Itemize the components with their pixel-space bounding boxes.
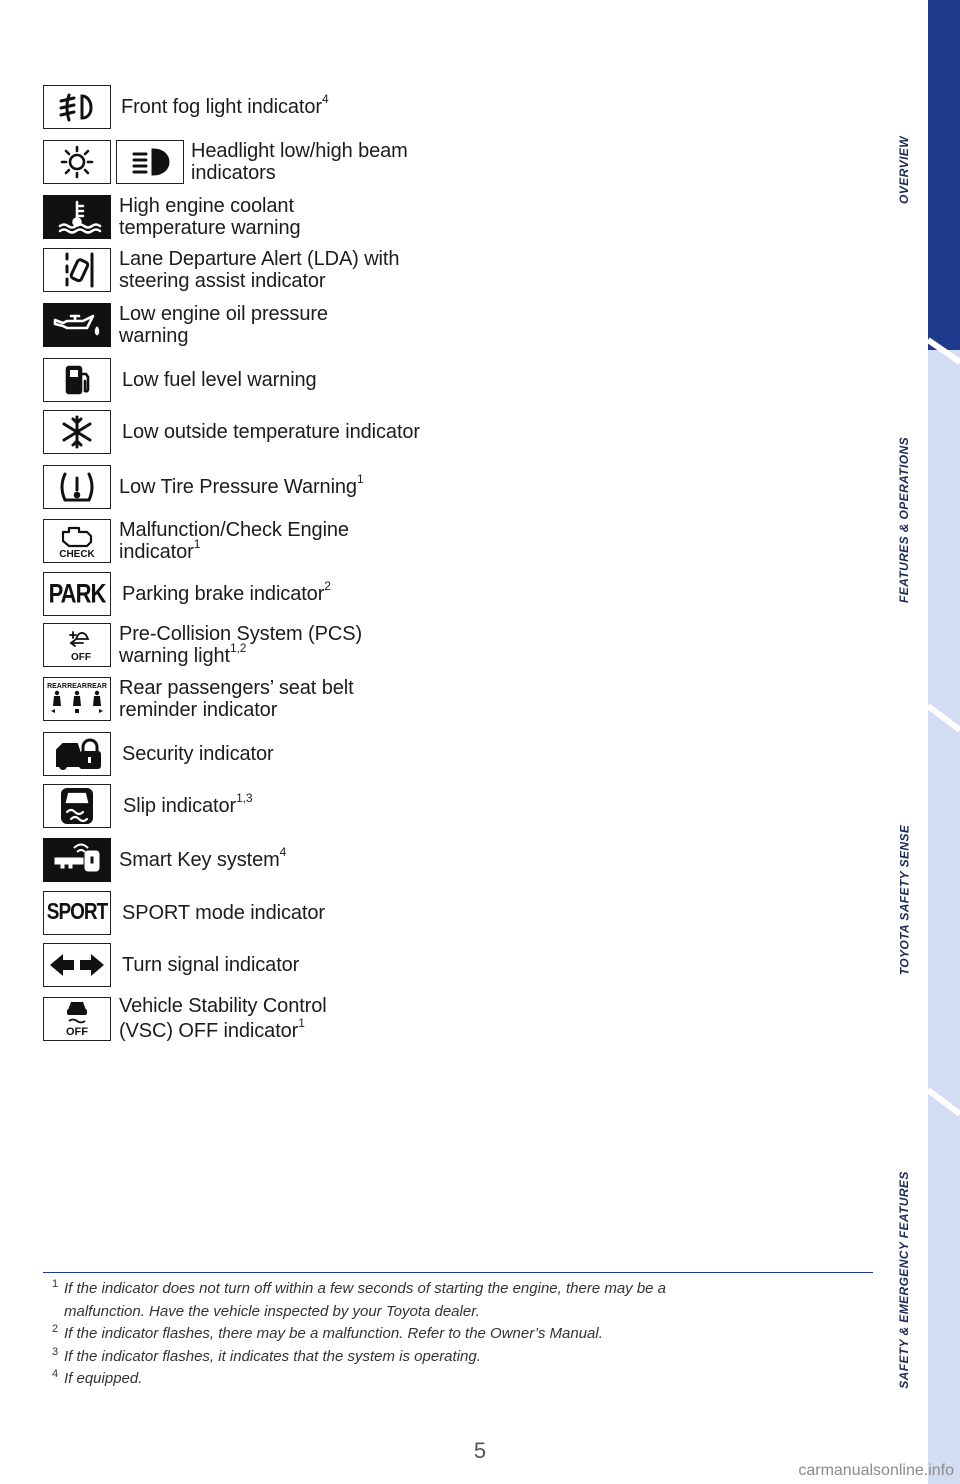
headlight-high-beam-icon <box>116 140 184 184</box>
page-number: 5 <box>473 1438 487 1463</box>
indicator-label: Smart Key system$^4$ <box>119 845 287 871</box>
footnotes <box>52 1278 852 1391</box>
sidebar-tab-features-operations[interactable]: FEATURES & OPERATIONS <box>897 437 911 603</box>
indicator-label: Security indicator <box>122 743 274 765</box>
footnote-rule <box>43 1272 873 1273</box>
pcs-off-icon <box>43 623 111 667</box>
snowflake-icon <box>43 410 111 454</box>
footnote: 3 If the indicator flashes, it indicates that the system is operating. <box>52 1345 481 1365</box>
indicator-label: Parking brake indicator$^2$ <box>122 579 331 605</box>
sidebar-dividers <box>928 0 960 1484</box>
rear-text: REAR <box>67 683 87 690</box>
vsc-off-icon <box>43 997 111 1041</box>
sidebar-tab-toyota-safety-sense[interactable]: TOYOTA SAFETY SENSE <box>897 824 911 976</box>
indicator-label: Low engine oil pressure warning <box>119 303 328 347</box>
indicator-label: Pre-Collision System (PCS) warning light$^{1,2}$ <box>119 623 363 667</box>
coolant-temperature-icon <box>43 195 111 239</box>
indicator-label: Slip indicator$^{1,3}$ <box>123 791 253 817</box>
indicator-label: Turn signal indicator <box>122 954 300 976</box>
sidebar-tab-overview[interactable]: OVERVIEW <box>897 136 912 204</box>
sport-text: SPORT <box>46 899 108 925</box>
indicator-label: Vehicle Stability Control (VSC) OFF indicator$^1$ <box>119 995 327 1042</box>
off-text: OFF <box>66 1026 88 1038</box>
section-sidebar <box>928 0 960 1484</box>
footnote: 2 If the indicator flashes, there may be a malfunction. Refer to the Owner’s Manual. <box>52 1323 603 1342</box>
rear-text: REAR <box>47 683 67 690</box>
rear-text: REAR <box>87 683 107 690</box>
headlight-low-beam-icon <box>43 140 111 184</box>
indicator-label: Low Tire Pressure Warning$^1$ <box>119 472 364 498</box>
slip-icon <box>43 784 111 828</box>
rear-seat-belt-icon <box>43 677 111 721</box>
off-text: OFF <box>71 652 91 663</box>
indicator-label: SPORT mode indicator <box>122 902 325 924</box>
indicator-label: Headlight low/high beam indicators <box>191 140 408 184</box>
indicator-label: Low fuel level warning <box>122 369 317 391</box>
check-text: CHECK <box>59 549 95 560</box>
sidebar-tab-safety-emergency[interactable]: SAFETY & EMERGENCY FEATURES <box>897 1171 911 1389</box>
security-lock-icon <box>43 732 111 776</box>
indicator-label: Low outside temperature indicator <box>122 421 420 443</box>
indicator-label: Lane Departure Alert (LDA) with steering assist indicator <box>119 248 400 292</box>
smart-key-icon <box>43 838 111 882</box>
footnote: 4 If equipped. <box>52 1368 143 1387</box>
check-engine-icon <box>43 519 111 563</box>
indicator-label: Malfunction/Check Engine indicator$^1$ <box>119 519 349 563</box>
footnote: 1 If the indicator does not turn off within a few seconds of starting the engine, there may be a malfunction. Have the vehicle inspected by your Toyota dealer. <box>52 1278 667 1320</box>
oil-pressure-icon <box>43 303 111 347</box>
turn-signal-icon <box>43 943 111 987</box>
watermark: carmanualsonline.info <box>798 1462 954 1479</box>
sport-icon <box>43 891 111 935</box>
front-fog-light-icon <box>43 85 111 129</box>
indicator-label: Rear passengers’ seat belt reminder indicator <box>119 677 354 721</box>
indicator-label: Front fog light indicator$^4$ <box>121 92 329 118</box>
indicator-label: High engine coolant temperature warning <box>119 195 301 239</box>
park-icon <box>43 572 111 616</box>
tire-pressure-icon <box>43 465 111 509</box>
lane-departure-icon <box>43 248 111 292</box>
park-text: PARK <box>48 578 106 609</box>
fuel-pump-icon <box>43 358 111 402</box>
